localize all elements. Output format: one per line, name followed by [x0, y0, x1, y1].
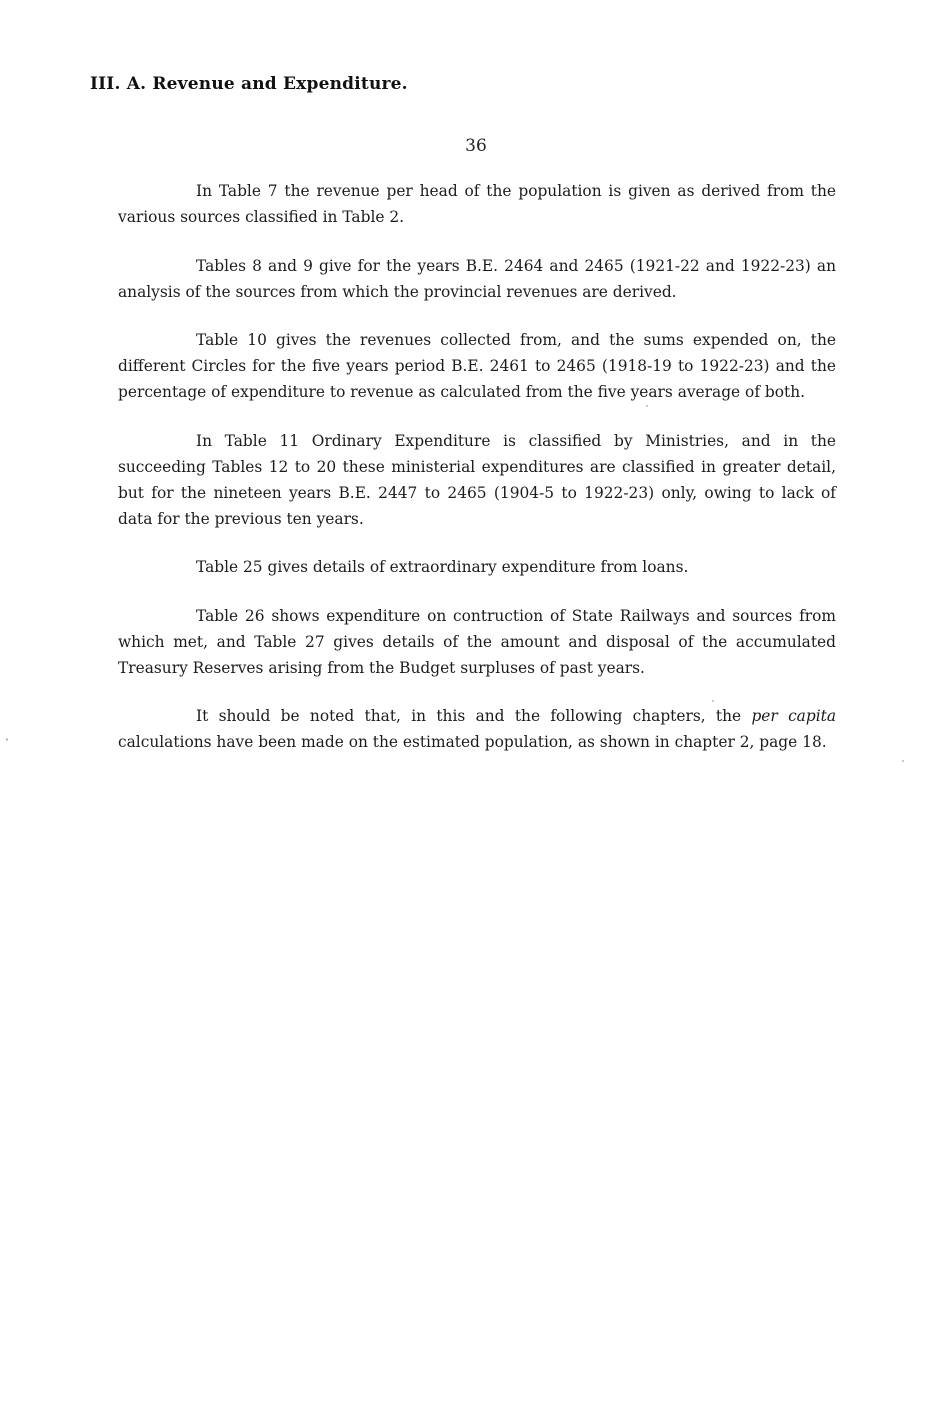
section-title: III. A. Revenue and Expenditure. [90, 74, 408, 94]
paragraph-per-capita-note [118, 703, 836, 755]
paragraph-table-25: Table 25 gives details of extraordinary expenditure from loans. [196, 558, 689, 576]
page-number: 36 [465, 136, 487, 156]
note-text-after: calculations have been made on the estimated population, as shown in chapter 2, page 18. [118, 733, 827, 751]
paragraph-tables-26-27: Table 26 shows expenditure on contruction of State Railways and sources from which met, and Table 27 gives details of the amount and disposal of the accumulated Treasury Reserves arising from the Budget surpluses of past years. [118, 606, 836, 677]
paragraph-table-10: Table 10 gives the revenues collected from, and the sums expended on, the different Circles for the five years period B.E. 2461 to 2465 (1918-19 to 1922-23) and the percentage of expenditure to revenue as calculated from the five years average of both. [118, 331, 836, 401]
scan-speck [902, 760, 904, 762]
note-text-italic: per capita [751, 707, 836, 725]
scan-speck [6, 738, 8, 741]
scan-speck [646, 405, 648, 407]
paragraph-table-7: In Table 7 the revenue per head of the population is given as derived from the various sources classified in Table 2. [118, 182, 836, 226]
scan-speck [712, 700, 714, 702]
paragraph-table-11: In Table 11 Ordinary Expenditure is classified by Ministries, and in the succeeding Tables 12 to 20 these ministerial expenditures are classified in greater detail, but for the nineteen years B.E. 2447 to 2465 (1904-5 to 1922-23) only, owing to lack of data for the previous ten years. [118, 431, 836, 528]
paragraph-tables-8-9: Tables 8 and 9 give for the years B.E. 2464 and 2465 (1921-22 and 1922-23) an analysis of the sources from which the provincial revenues are derived. [118, 256, 836, 301]
body-text [118, 178, 836, 778]
note-text-before: It should be noted that, in this and the following chapters, the [196, 707, 752, 725]
